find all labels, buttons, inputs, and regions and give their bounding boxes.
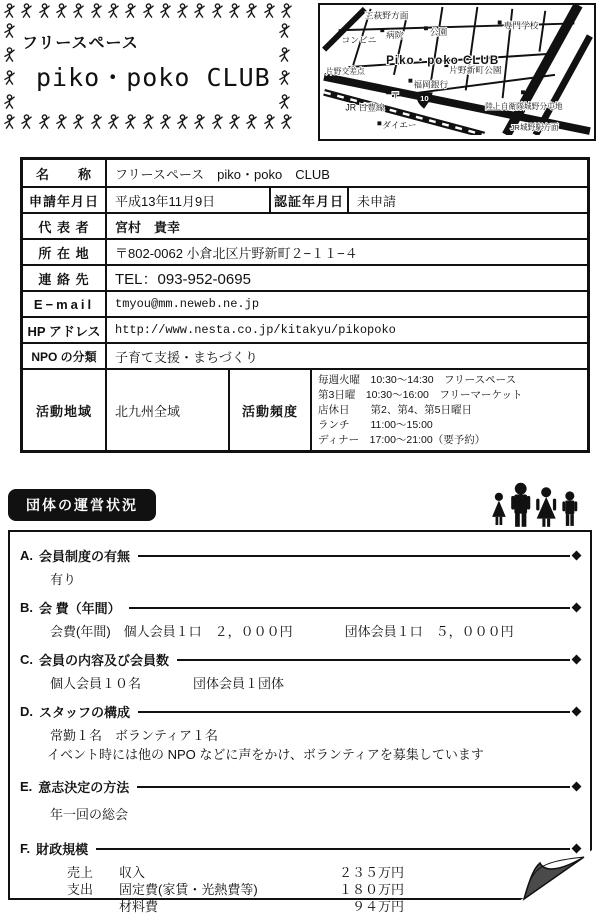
finance-group: 売上	[67, 865, 94, 880]
row-label: 代 表 者	[23, 214, 107, 238]
finance-item: 固定費(家賃・光熱費等)	[119, 882, 258, 897]
waving-person-icon	[159, 3, 172, 18]
npo-info-table	[20, 157, 590, 453]
map-label-club: Piko・poko CLUB	[386, 54, 500, 68]
row-label: HP アドレス	[23, 318, 107, 342]
map-label-park: 公園	[429, 27, 448, 38]
waving-person-icon	[107, 114, 120, 129]
section-d-content-line2: イベント時には他の NPO などに声をかけ、ボランティアを募集しています	[47, 747, 484, 762]
map-label-jono-station: JR城野駅方面	[510, 123, 559, 133]
row-label-2: 認証年月日	[269, 188, 349, 212]
waving-person-icon	[90, 3, 103, 18]
waving-person-icon	[228, 3, 241, 18]
waving-person-icon	[176, 114, 189, 129]
waving-person-icon	[193, 3, 206, 18]
section-c-heading	[20, 650, 580, 669]
line-end-diamond-icon	[572, 707, 582, 717]
section-badge: 団体の運営状況	[8, 489, 156, 521]
waving-person-icon	[142, 3, 155, 18]
page-title: piko・poko CLUB	[36, 63, 271, 92]
row-value: 北九州全域	[115, 403, 181, 419]
waving-person-icon	[38, 114, 51, 129]
waving-person-icon	[3, 47, 16, 62]
row-value: http://www.nesta.co.jp/kitakyu/pikopoko	[115, 323, 396, 337]
icon-col-left	[3, 23, 16, 109]
header-subtitle: フリースペース	[22, 35, 139, 52]
waving-person-icon	[245, 114, 258, 129]
map-label-hospital: 病院	[386, 29, 404, 40]
row-label: 連 絡 先	[23, 266, 107, 290]
waving-person-icon	[280, 3, 293, 18]
table-row-name	[23, 160, 587, 186]
row-value: 平成13年11月9日	[115, 193, 216, 209]
section-id: D.	[20, 704, 33, 719]
waving-person-icon	[55, 114, 68, 129]
table-row-activity	[23, 368, 587, 450]
schedule-line: ランチ 11:00〜15:00	[318, 418, 433, 431]
section-d-heading	[20, 702, 580, 721]
waving-person-icon	[278, 70, 291, 85]
section-b-heading	[20, 598, 580, 617]
map-label-post-office: 〒	[391, 90, 400, 101]
section-rule	[138, 555, 570, 557]
section-rule	[129, 607, 570, 609]
row-value: tmyou@mm.neweb.ne.jp	[115, 297, 260, 311]
section-c-content: 個人会員１０名 団体会員１団体	[50, 676, 285, 691]
waving-person-icon	[3, 70, 16, 85]
section-d-content-line1: 常勤１名 ボランティア１名	[50, 728, 218, 743]
map-label-conbini: コンビニ	[341, 34, 377, 45]
section-rule	[138, 711, 570, 713]
waving-person-icon	[278, 47, 291, 62]
section-id: E.	[20, 779, 33, 794]
waving-person-icon	[263, 114, 276, 129]
section-id: B.	[20, 600, 33, 615]
finance-group: 支出	[67, 882, 94, 897]
waving-person-icon	[176, 3, 189, 18]
icon-row-top	[3, 3, 293, 18]
map-label-crossing: 片野交差点	[326, 66, 365, 76]
waving-person-icon	[20, 114, 33, 129]
waving-person-icon	[3, 3, 16, 18]
table-row-homepage	[23, 316, 587, 342]
map-label-bank: 福岡銀行	[413, 79, 449, 90]
row-label: E−mail	[23, 292, 107, 316]
section-id: A.	[20, 548, 33, 563]
schedule-line: ディナー 17:00〜21:00（要予約）	[318, 433, 486, 446]
waving-person-icon	[211, 3, 224, 18]
line-end-diamond-icon	[572, 782, 582, 792]
activity-schedule	[312, 370, 587, 450]
icon-col-right	[278, 23, 291, 109]
family-icon	[488, 480, 588, 530]
finance-item: 材料費	[119, 899, 159, 914]
row-label: 名 称	[23, 160, 107, 186]
map-label-katano-park: 片野新町公園	[449, 64, 502, 75]
svg-text:10: 10	[420, 94, 429, 104]
section-title: 意志決定の方法	[38, 780, 130, 795]
waving-person-icon	[263, 3, 276, 18]
line-end-diamond-icon	[572, 655, 582, 665]
schedule-line: 第3日曜 10:30〜16:00 フリーマーケット	[318, 388, 523, 401]
section-a-content: 有り	[50, 572, 77, 587]
schedule-line: 店休日 第2、第4、第5日曜日	[318, 403, 473, 416]
waving-person-icon	[20, 3, 33, 18]
section-title: 財政規模	[36, 842, 89, 857]
finance-amount: １８０万円	[338, 882, 404, 897]
table-row-representative	[23, 212, 587, 238]
waving-person-icon	[245, 3, 258, 18]
table-row-email	[23, 290, 587, 316]
section-rule	[137, 786, 570, 788]
waving-person-icon	[3, 114, 16, 129]
waving-person-icon	[211, 114, 224, 129]
section-title: 会 費（年間）	[39, 601, 121, 616]
section-e-heading	[20, 777, 580, 796]
table-row-address	[23, 238, 587, 264]
waving-person-icon	[193, 114, 206, 129]
row-label: 所 在 地	[23, 240, 107, 264]
row-value: 〒802-0062 小倉北区片野新町２−１１−４	[115, 245, 358, 261]
section-title: スタッフの構成	[39, 705, 131, 720]
waving-person-icon	[124, 3, 137, 18]
waving-person-icon	[107, 3, 120, 18]
map-drawing	[320, 5, 594, 135]
finance-amount: ２３５万円	[338, 865, 404, 880]
waving-person-icon	[38, 3, 51, 18]
map-label-mihagino: 三萩野方面	[364, 10, 409, 21]
finance-group	[67, 898, 119, 915]
section-b-content: 会費(年間) 個人会員１口 ２，０００円 団体会員１口 ５，０００円	[50, 624, 514, 639]
waving-person-icon	[72, 3, 85, 18]
row-label: NPO の分類	[23, 344, 107, 368]
icon-row-bottom	[3, 114, 293, 129]
waving-person-icon	[3, 23, 16, 38]
section-e-content: 年一回の総会	[50, 807, 129, 822]
row-label: 申請年月日	[23, 188, 107, 212]
waving-person-icon	[228, 114, 241, 129]
row-value: フリースペース piko・poko CLUB	[115, 166, 330, 182]
section-id: F.	[20, 841, 31, 856]
row-value: 宮村 貴幸	[115, 219, 181, 235]
row-value: 子育て支援・まちづくり	[115, 349, 258, 365]
section-a-heading	[20, 546, 580, 565]
table-row-npo-category	[23, 342, 587, 368]
waving-person-icon	[280, 114, 293, 129]
map-label-daiei: ダイエー	[382, 120, 417, 131]
waving-person-icon	[3, 94, 16, 109]
table-row-contact	[23, 264, 587, 290]
map-label-jr-line: JR 日豊線	[345, 102, 385, 113]
section-rule	[177, 659, 570, 661]
section-title: 会員制度の有無	[39, 549, 131, 564]
schedule-line: 毎週火曜 10:30〜14:30 フリースペース	[318, 373, 517, 386]
map-label-jgsdf: 陸上自衛隊城野分屯地	[485, 101, 563, 111]
row-label-2: 活動頻度	[228, 370, 312, 450]
row-label: 活動地域	[23, 370, 107, 450]
waving-person-icon	[90, 114, 103, 129]
finance-item: 収入	[119, 865, 146, 880]
waving-person-icon	[159, 114, 172, 129]
row-value-2: 未申請	[357, 193, 397, 209]
table-row-application-date	[23, 186, 587, 212]
finance-amount: ９４万円	[351, 899, 404, 914]
line-end-diamond-icon	[572, 551, 582, 561]
location-map	[318, 3, 596, 141]
page-curl-icon	[472, 828, 592, 906]
waving-person-icon	[55, 3, 68, 18]
row-value: TEL：093-952-0695	[115, 270, 251, 288]
section-title: 会員の内容及び会員数	[39, 653, 170, 668]
waving-person-icon	[124, 114, 137, 129]
map-label-school: 専門学校	[503, 20, 539, 31]
waving-person-icon	[278, 23, 291, 38]
section-id: C.	[20, 652, 33, 667]
waving-person-icon	[278, 94, 291, 109]
waving-person-icon	[72, 114, 85, 129]
waving-person-icon	[142, 114, 155, 129]
line-end-diamond-icon	[572, 603, 582, 613]
